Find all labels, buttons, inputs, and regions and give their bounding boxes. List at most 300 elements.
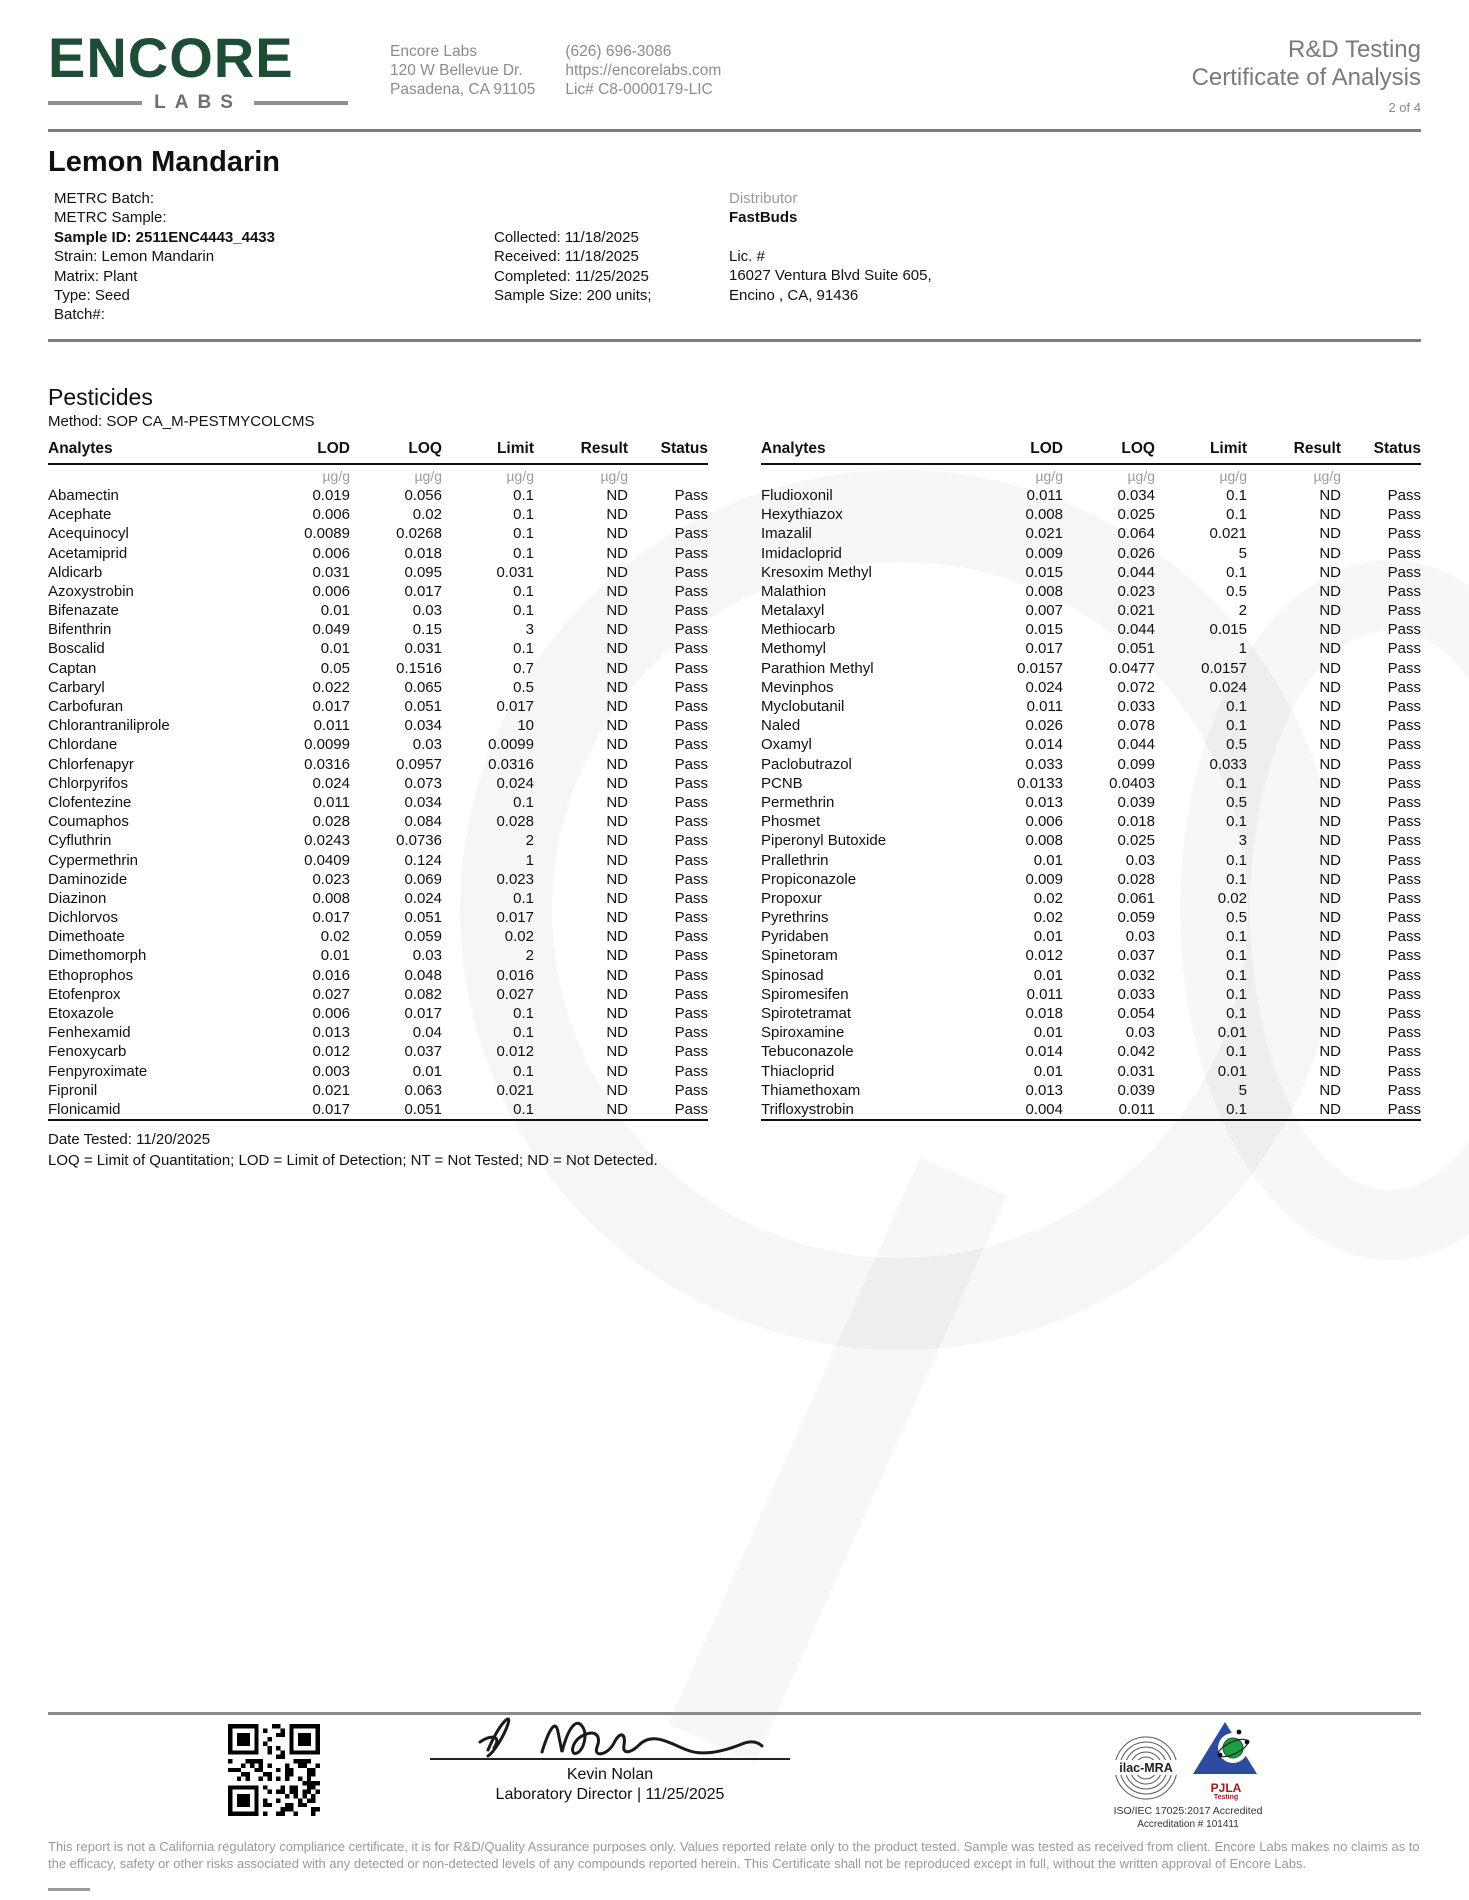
limit-value: 0.017	[496, 698, 534, 715]
status-value: Pass	[1387, 525, 1421, 543]
loq-value: 0.059	[404, 928, 442, 946]
status-value: Pass	[1387, 640, 1421, 658]
status-value: Pass	[1387, 563, 1421, 581]
sample-type: Type: Seed	[54, 287, 130, 305]
lod-value: 0.028	[312, 813, 350, 831]
signature-line	[430, 1758, 790, 1760]
metrc-sample: METRC Sample:	[54, 209, 167, 227]
analyte-name: Spiroxamine	[761, 1024, 845, 1042]
qr-code	[228, 1724, 320, 1816]
status-value: Pass	[674, 563, 708, 581]
result-value: ND	[1319, 909, 1341, 927]
loq-value: 0.031	[1117, 1062, 1155, 1080]
limit-value: 0.1	[1226, 717, 1247, 735]
lod-value: 0.017	[312, 1100, 350, 1118]
result-value: ND	[1319, 659, 1341, 677]
loq-value: 0.048	[404, 966, 442, 984]
lod-value: 0.026	[1025, 717, 1063, 735]
result-value: ND	[1319, 525, 1341, 543]
result-value: ND	[606, 870, 628, 888]
table-row	[48, 774, 708, 793]
analyte-name: Coumaphos	[48, 813, 129, 831]
result-value: ND	[1319, 985, 1341, 1003]
lod-value: 0.008	[312, 889, 350, 907]
table-row	[761, 697, 1421, 716]
result-value: ND	[606, 621, 628, 639]
column-header-lod: LOD	[973, 438, 1063, 464]
result-value: ND	[1319, 640, 1341, 658]
loq-value: 0.069	[404, 870, 442, 888]
limit-value: 0.012	[496, 1043, 534, 1061]
loq-value: 0.03	[412, 736, 442, 754]
lab-address-block	[390, 42, 535, 99]
table-row	[48, 985, 708, 1004]
analyte-name: Trifloxystrobin	[761, 1100, 854, 1118]
loq-value: 0.061	[1117, 889, 1155, 907]
lod-value: 0.018	[1025, 1005, 1063, 1022]
units-row	[48, 464, 708, 486]
analyte-name: Diazinon	[48, 889, 107, 907]
status-value: Pass	[674, 621, 708, 639]
analyte-name: Propiconazole	[761, 870, 857, 888]
limit-value: 0.0316	[488, 755, 534, 773]
result-value: ND	[1319, 774, 1341, 792]
status-value: Pass	[674, 640, 708, 658]
limit-value: 0.024	[1209, 678, 1247, 696]
limit-value: 0.1	[1226, 774, 1247, 792]
analyte-name: Dichlorvos	[48, 909, 119, 927]
table-row	[761, 966, 1421, 985]
lod-value: 0.008	[1025, 506, 1063, 524]
table-row	[48, 889, 708, 908]
limit-value: 0.1	[513, 1005, 534, 1022]
status-value: Pass	[1387, 506, 1421, 524]
lod-value: 0.0089	[304, 525, 350, 543]
status-value: Pass	[1387, 659, 1421, 677]
loq-value: 0.056	[404, 486, 442, 504]
lod-value: 0.017	[312, 909, 350, 927]
loq-value: 0.03	[412, 947, 442, 965]
unit-label	[1341, 464, 1421, 486]
lod-value: 0.006	[312, 506, 350, 524]
status-value: Pass	[674, 698, 708, 715]
table-row	[48, 1023, 708, 1042]
analyte-name: Imazalil	[761, 525, 812, 543]
status-value: Pass	[1387, 928, 1421, 946]
result-value: ND	[1319, 1062, 1341, 1080]
result-value: ND	[606, 1100, 628, 1118]
loq-value: 0.051	[1117, 640, 1155, 658]
collected-date: Collected: 11/18/2025	[494, 229, 639, 246]
limit-value: 2	[525, 947, 534, 965]
column-header-loq: LOQ	[350, 438, 442, 464]
loq-value: 0.018	[1117, 813, 1155, 831]
unit-label: µg/g	[1127, 467, 1155, 484]
sample-info-grid	[54, 189, 1421, 325]
loq-value: 0.124	[404, 851, 442, 869]
result-value: ND	[606, 966, 628, 984]
result-value: ND	[606, 563, 628, 581]
analyte-name: Spirotetramat	[761, 1005, 852, 1022]
result-value: ND	[1319, 486, 1341, 504]
result-value: ND	[1319, 1043, 1341, 1061]
result-value: ND	[606, 947, 628, 965]
lod-value: 0.014	[1025, 736, 1063, 754]
unit-label: µg/g	[506, 467, 534, 484]
loq-value: 0.072	[1117, 678, 1155, 696]
table-row	[761, 659, 1421, 678]
analyte-name: Acephate	[48, 506, 112, 524]
lod-value: 0.013	[312, 1024, 350, 1042]
result-value: ND	[1319, 832, 1341, 850]
table-row	[48, 793, 708, 812]
result-value: ND	[1319, 928, 1341, 946]
distributor-label: Distributor	[729, 190, 798, 207]
result-value: ND	[606, 793, 628, 811]
units-row	[761, 464, 1421, 486]
loq-value: 0.084	[404, 813, 442, 831]
limit-value: 0.1	[1226, 698, 1247, 715]
status-value: Pass	[1387, 582, 1421, 600]
lod-value: 0.0133	[1017, 774, 1063, 792]
loq-value: 0.0268	[396, 525, 442, 543]
lab-name: Encore Labs	[390, 43, 478, 60]
analyte-name: Piperonyl Butoxide	[761, 832, 887, 850]
status-value: Pass	[674, 793, 708, 811]
status-value: Pass	[674, 966, 708, 984]
limit-value: 0.02	[504, 928, 534, 946]
unit-label	[48, 464, 260, 486]
limit-value: 3	[1238, 832, 1247, 850]
analyte-name: Carbaryl	[48, 678, 105, 696]
lod-value: 0.006	[312, 544, 350, 562]
date-tested: Date Tested: 11/20/2025	[48, 1131, 211, 1149]
result-value: ND	[1319, 678, 1341, 696]
limit-value: 0.02	[1217, 889, 1247, 907]
limit-value: 0.033	[1209, 755, 1247, 773]
metrc-batch: METRC Batch:	[54, 190, 155, 207]
lab-phone: (626) 696-3086	[565, 43, 672, 60]
analyte-name: Daminozide	[48, 870, 128, 888]
status-value: Pass	[1387, 966, 1421, 984]
lod-value: 0.003	[312, 1062, 350, 1080]
analyte-name: Phosmet	[761, 813, 821, 831]
analyte-name: Pyrethrins	[761, 909, 829, 927]
column-header-analytes: Analytes	[761, 438, 973, 464]
result-value: ND	[606, 659, 628, 677]
status-value: Pass	[1387, 1024, 1421, 1042]
limit-value: 0.1	[1226, 813, 1247, 831]
lod-value: 0.017	[1025, 640, 1063, 658]
analyte-name: Imidacloprid	[761, 544, 842, 562]
status-value: Pass	[1387, 736, 1421, 754]
loq-value: 0.025	[1117, 832, 1155, 850]
completed-date: Completed: 11/25/2025	[494, 267, 649, 285]
lod-value: 0.0099	[304, 736, 350, 754]
status-value: Pass	[1387, 602, 1421, 620]
analyte-name: Boscalid	[48, 640, 105, 658]
loq-value: 0.023	[1117, 582, 1155, 600]
lod-value: 0.049	[312, 621, 350, 639]
unit-label	[761, 464, 973, 486]
analyte-name: Fludioxonil	[761, 486, 833, 504]
status-value: Pass	[1387, 813, 1421, 831]
analyte-name: Spinetoram	[761, 947, 838, 965]
column-header-loq: LOQ	[1063, 438, 1155, 464]
loq-value: 0.044	[1117, 736, 1155, 754]
limit-value: 0.1	[513, 525, 534, 543]
table-row	[48, 1081, 708, 1100]
analyte-name: Clofentezine	[48, 793, 132, 811]
lod-value: 0.016	[312, 966, 350, 984]
status-value: Pass	[674, 851, 708, 869]
result-value: ND	[1319, 755, 1341, 773]
lab-contact-block	[565, 42, 721, 99]
loq-value: 0.03	[412, 602, 442, 620]
table-row	[761, 601, 1421, 620]
result-value: ND	[606, 678, 628, 696]
analyte-name: Etoxazole	[48, 1005, 114, 1022]
status-value: Pass	[1387, 678, 1421, 696]
table-row	[761, 486, 1421, 505]
limit-value: 0.01	[1217, 1024, 1247, 1042]
result-value: ND	[1319, 851, 1341, 869]
limit-value: 0.1	[1226, 506, 1247, 524]
result-value: ND	[606, 506, 628, 524]
result-value: ND	[606, 755, 628, 773]
status-value: Pass	[674, 889, 708, 907]
analyte-name: Acequinocyl	[48, 525, 129, 543]
loq-value: 0.026	[1117, 544, 1155, 562]
loq-value: 0.03	[1125, 851, 1155, 869]
lod-value: 0.024	[312, 774, 350, 792]
loq-value: 0.039	[1117, 1081, 1155, 1099]
unit-label: µg/g	[1219, 467, 1247, 484]
analyte-name: Methiocarb	[761, 621, 836, 639]
loq-value: 0.02	[412, 506, 442, 524]
lod-value: 0.013	[1025, 793, 1063, 811]
table-row	[761, 1004, 1421, 1023]
limit-value: 0.5	[1226, 582, 1247, 600]
loq-value: 0.037	[1117, 947, 1155, 965]
limit-value: 5	[1238, 1081, 1247, 1099]
table-row	[761, 543, 1421, 562]
table-header-row	[761, 438, 1421, 464]
lod-value: 0.01	[1033, 966, 1063, 984]
limit-value: 0.1	[1226, 870, 1247, 888]
lod-value: 0.014	[1025, 1043, 1063, 1061]
table-row	[48, 620, 708, 639]
result-value: ND	[1319, 966, 1341, 984]
result-value: ND	[606, 851, 628, 869]
limit-value: 0.016	[496, 966, 534, 984]
limit-value: 0.5	[1226, 736, 1247, 754]
analyte-name: Ethoprophos	[48, 966, 134, 984]
loq-value: 0.034	[1117, 486, 1155, 504]
encore-labs-logo	[48, 26, 348, 114]
column-header-status: Status	[1341, 438, 1421, 464]
limit-value: 0.0157	[1201, 659, 1247, 677]
loq-value: 0.034	[404, 717, 442, 735]
lab-website[interactable]: https://encorelabs.com	[565, 62, 722, 79]
result-value: ND	[1319, 736, 1341, 754]
loq-value: 0.031	[404, 640, 442, 658]
distributor-name: FastBuds	[729, 209, 798, 227]
lod-value: 0.009	[1025, 870, 1063, 888]
analyte-name: Prallethrin	[761, 851, 829, 869]
result-value: ND	[1319, 563, 1341, 581]
lod-value: 0.027	[312, 985, 350, 1003]
table-row	[761, 774, 1421, 793]
signatory-title: Laboratory Director | 11/25/2025	[495, 1786, 725, 1803]
header-divider	[48, 129, 1421, 132]
status-value: Pass	[674, 1100, 708, 1118]
table-row	[761, 1081, 1421, 1100]
analyte-name: Chlorpyrifos	[48, 774, 129, 792]
result-value: ND	[1319, 717, 1341, 735]
sample-divider	[48, 339, 1421, 342]
lod-value: 0.01	[1033, 1024, 1063, 1042]
report-title-block	[1192, 36, 1421, 115]
loq-value: 0.037	[404, 1043, 442, 1061]
analyte-name: Mevinphos	[761, 678, 834, 696]
status-value: Pass	[674, 717, 708, 735]
limit-value: 5	[1238, 544, 1247, 562]
loq-value: 0.034	[404, 793, 442, 811]
status-value: Pass	[1387, 717, 1421, 735]
lod-value: 0.02	[1033, 909, 1063, 927]
report-type: R&D Testing	[1288, 36, 1421, 63]
table-row	[48, 850, 708, 869]
table-row	[48, 1061, 708, 1080]
method-line: Method: SOP CA_M-PESTMYCOLCMS	[48, 412, 315, 430]
table-row	[48, 563, 708, 582]
analyte-name: Hexythiazox	[761, 506, 843, 524]
table-row	[48, 678, 708, 697]
pesticides-table-right	[761, 438, 1421, 1121]
analyte-name: Tebuconazole	[761, 1043, 854, 1061]
table-row	[761, 620, 1421, 639]
pjla-label: PJLA	[1210, 1781, 1242, 1795]
table-row	[761, 735, 1421, 754]
table-row	[48, 812, 708, 831]
loq-value: 0.033	[1117, 698, 1155, 715]
loq-value: 0.099	[1117, 755, 1155, 773]
lod-value: 0.013	[1025, 1081, 1063, 1099]
analyte-name: Naled	[761, 717, 801, 735]
analyte-name: Pyridaben	[761, 928, 829, 946]
table-row	[48, 639, 708, 658]
lod-value: 0.008	[1025, 582, 1063, 600]
lod-value: 0.015	[1025, 621, 1063, 639]
limit-value: 0.024	[496, 774, 534, 792]
pesticides-table-left	[48, 438, 708, 1121]
result-value: ND	[606, 774, 628, 792]
analyte-name: Spiromesifen	[761, 985, 849, 1003]
table-row	[48, 1042, 708, 1061]
analyte-name: Permethrin	[761, 793, 835, 811]
table-row	[48, 582, 708, 601]
limit-value: 0.028	[496, 813, 534, 831]
limit-value: 0.1	[1226, 947, 1247, 965]
loq-value: 0.011	[1118, 1100, 1155, 1118]
lod-value: 0.021	[1025, 525, 1063, 543]
loq-value: 0.024	[404, 889, 442, 907]
limit-value: 0.1	[1226, 928, 1247, 946]
analyte-name: Chlorfenapyr	[48, 755, 134, 773]
status-value: Pass	[674, 486, 708, 504]
limit-value: 0.1	[513, 506, 534, 524]
analyte-name: PCNB	[761, 774, 803, 792]
result-value: ND	[606, 717, 628, 735]
limit-value: 0.1	[1226, 851, 1247, 869]
result-value: ND	[1319, 602, 1341, 620]
analyte-name: Chlordane	[48, 736, 118, 754]
accreditation-badges	[1068, 1718, 1308, 1831]
result-value: ND	[1319, 889, 1341, 907]
limit-value: 0.5	[513, 678, 534, 696]
limit-value: 0.1	[1226, 966, 1247, 984]
lod-value: 0.0409	[304, 851, 350, 869]
status-value: Pass	[1387, 1043, 1421, 1061]
unit-label: µg/g	[1313, 467, 1341, 484]
limit-value: 0.1	[1226, 1005, 1247, 1022]
result-value: ND	[606, 909, 628, 927]
loq-value: 0.073	[404, 774, 442, 792]
loq-value: 0.039	[1117, 793, 1155, 811]
loq-value: 0.025	[1117, 506, 1155, 524]
analyte-name: Bifenazate	[48, 602, 119, 620]
loq-value: 0.0957	[396, 755, 442, 773]
table-row	[48, 831, 708, 850]
table-row	[48, 1100, 708, 1120]
loq-value: 0.063	[404, 1081, 442, 1099]
result-value: ND	[1319, 793, 1341, 811]
status-value: Pass	[1387, 1081, 1421, 1099]
analyte-name: Malathion	[761, 582, 827, 600]
result-value: ND	[606, 813, 628, 831]
limit-value: 0.031	[496, 563, 534, 581]
logo-wordmark: ENCORE	[48, 26, 294, 89]
limit-value: 0.021	[496, 1081, 534, 1099]
result-value: ND	[606, 698, 628, 715]
column-header-limit: Limit	[1155, 438, 1247, 464]
table-header-row	[48, 438, 708, 464]
svg-text:ilac-MRA: ilac-MRA	[1119, 1761, 1173, 1775]
status-value: Pass	[674, 678, 708, 696]
page-edge-mark	[48, 1888, 90, 1891]
matrix: Matrix: Plant	[54, 267, 138, 285]
abbreviation-legend: LOQ = Limit of Quantitation; LOD = Limit of Detection; NT = Not Tested; ND = Not Detected.	[48, 1152, 658, 1170]
analyte-name: Fenoxycarb	[48, 1043, 127, 1061]
analyte-name: Captan	[48, 659, 97, 677]
lod-value: 0.024	[1025, 678, 1063, 696]
table-row	[48, 486, 708, 505]
result-value: ND	[1319, 870, 1341, 888]
limit-value: 0.7	[513, 659, 534, 677]
result-value: ND	[1319, 1100, 1341, 1118]
limit-value: 0.0099	[488, 736, 534, 754]
status-value: Pass	[1387, 870, 1421, 888]
result-value: ND	[606, 525, 628, 543]
result-value: ND	[606, 486, 628, 504]
status-value: Pass	[674, 985, 708, 1003]
table-row	[48, 966, 708, 985]
table-row	[48, 908, 708, 927]
status-value: Pass	[1387, 621, 1421, 639]
status-value: Pass	[674, 774, 708, 792]
page-number: 2 of 4	[1388, 100, 1421, 115]
